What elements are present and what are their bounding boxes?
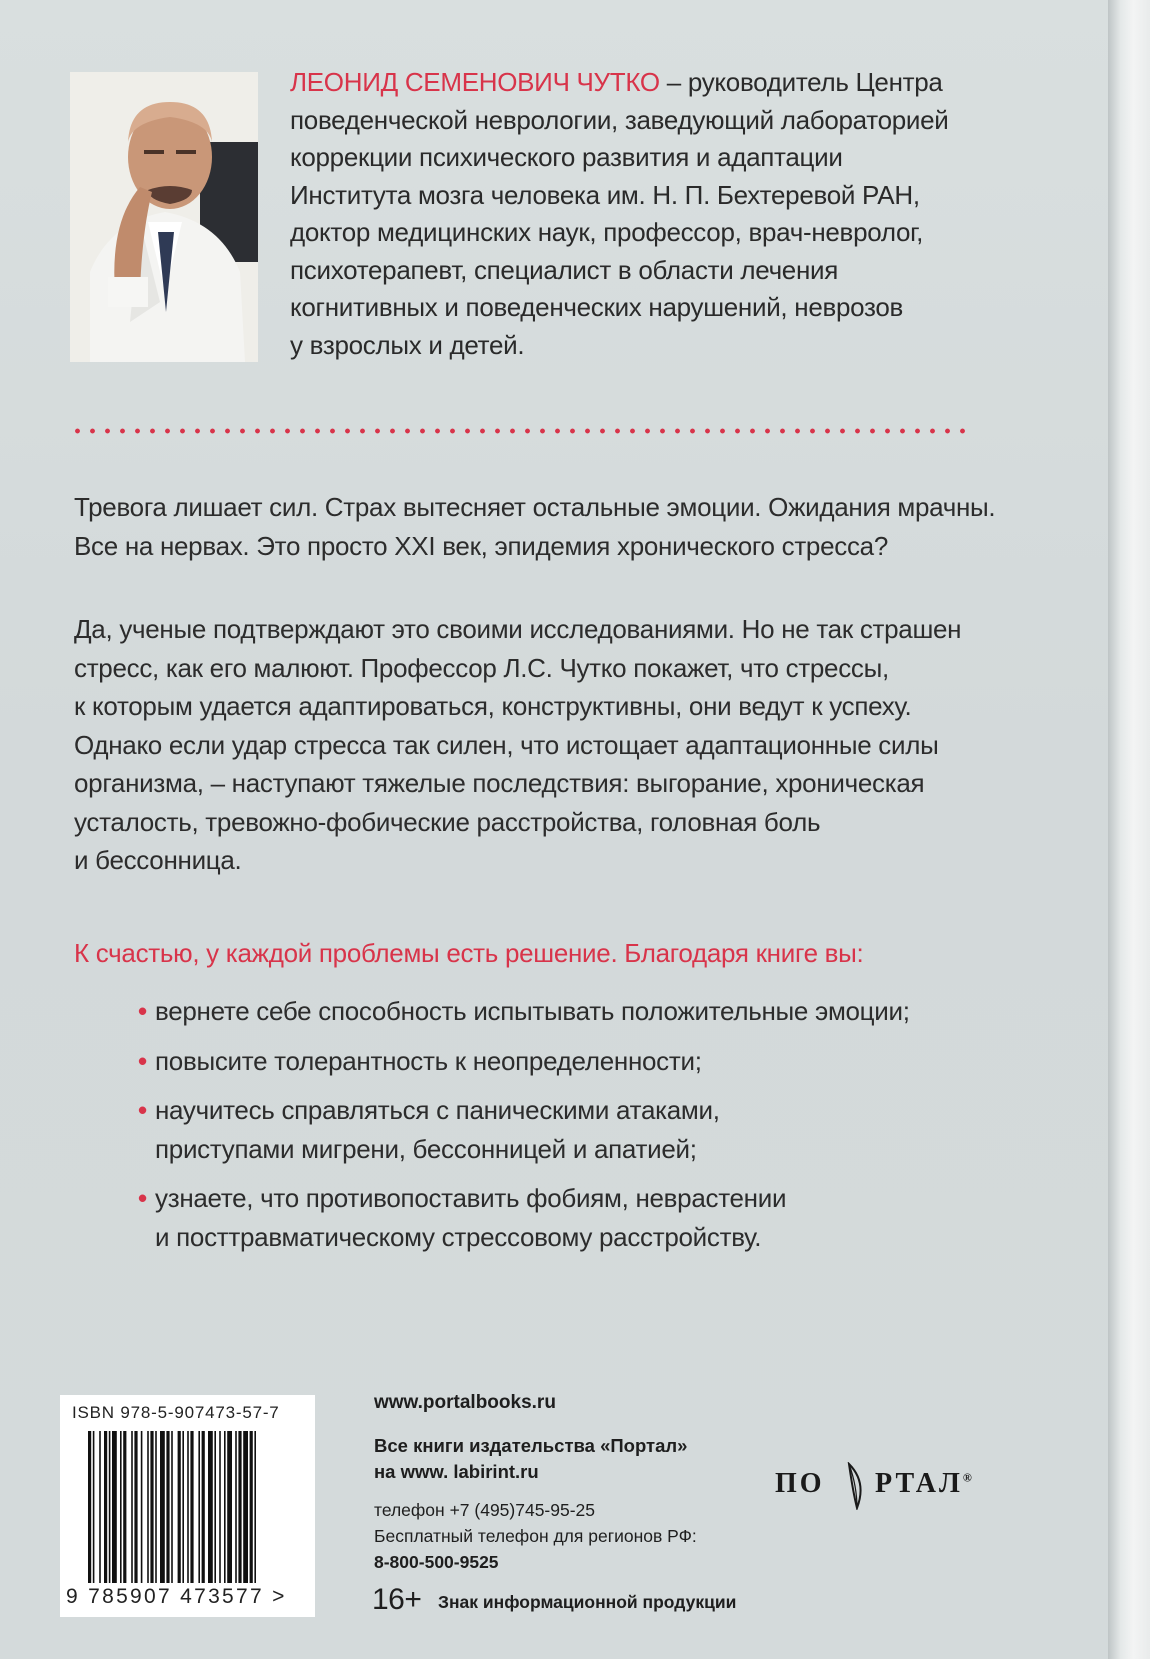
dotted-divider bbox=[70, 428, 972, 434]
barcode-bar bbox=[238, 1431, 241, 1583]
text-line: Тревога лишает сил. Страх вытесняет остальные эмоции. Ожидания мрачны. bbox=[74, 492, 996, 522]
barcode-bar bbox=[171, 1431, 173, 1583]
barcode-bar bbox=[178, 1431, 181, 1583]
text-line: Однако если удар стресса так силен, что истощает адаптационные силы bbox=[74, 729, 939, 760]
barcode-bar bbox=[99, 1431, 101, 1583]
bullet-icon: • bbox=[138, 1095, 147, 1125]
list-item-text: приступами мигрени, бессонницей и апатией; bbox=[155, 1133, 697, 1164]
lead-sentence: К счастью, у каждой проблемы есть решение. Благодаря книге вы: bbox=[74, 938, 864, 968]
isbn-label: ISBN 978-5-907473-57-7 bbox=[72, 1403, 280, 1422]
barcode-bar bbox=[166, 1431, 169, 1583]
barcode-bar bbox=[219, 1431, 221, 1583]
list-item-text: узнаете, что противопоставить фобиям, неврастении bbox=[155, 1183, 787, 1213]
barcode-bar bbox=[112, 1431, 117, 1583]
text-line: Да, ученые подтверждают это своими исследованиями. Но не так страшен bbox=[74, 614, 962, 644]
bio-line: доктор медицинских наук, профессор, врач-невролог, bbox=[290, 217, 924, 247]
barcode-bar bbox=[123, 1431, 126, 1583]
bullet-icon: • bbox=[138, 1183, 147, 1213]
text-line: усталость, тревожно-фобические расстройства, головная боль bbox=[74, 806, 821, 837]
barcode-bar bbox=[150, 1431, 153, 1583]
bio-text: – руководитель Центра bbox=[659, 67, 943, 97]
logo-right bbox=[875, 1468, 975, 1500]
list-item bbox=[138, 1042, 998, 1081]
bullet-icon: • bbox=[138, 1045, 147, 1076]
list-item-text: и посттравматическому стрессовому расстройству. bbox=[155, 1221, 762, 1252]
barcode-icon bbox=[88, 1431, 303, 1583]
list-item bbox=[138, 1091, 998, 1168]
logo-left: ПО bbox=[775, 1468, 825, 1499]
text-line: организма, – наступают тяжелые последствия: выгорание, хроническая bbox=[74, 768, 925, 798]
author-bio bbox=[290, 64, 990, 364]
barcode-bar bbox=[131, 1431, 133, 1583]
all-books-line: Все книги издательства «Портал» bbox=[374, 1435, 688, 1456]
age-rating: 16+ bbox=[372, 1583, 422, 1616]
text-line: стресс, как его малюют. Профессор Л.С. Чутко покажет, что стрессы, bbox=[74, 652, 889, 683]
bio-line: коррекции психического развития и адаптации bbox=[290, 142, 843, 172]
author-name: ЛЕОНИД СЕМЕНОВИЧ ЧУТКО bbox=[290, 67, 660, 97]
publisher-info bbox=[374, 1390, 794, 1575]
phone: телефон +7 (495)745-95-25 bbox=[374, 1500, 596, 1520]
barcode-bar bbox=[141, 1431, 143, 1583]
bio-line: Института мозга человека им. Н. П. Бехтеревой РАН, bbox=[290, 179, 920, 210]
barcode-bar bbox=[147, 1431, 149, 1583]
barcode-number: 9 785907 473577 > bbox=[66, 1585, 287, 1608]
barcode-block bbox=[60, 1395, 315, 1617]
barcode-bar bbox=[109, 1431, 111, 1583]
barcode-bar bbox=[198, 1431, 200, 1583]
barcode-bar bbox=[202, 1431, 205, 1583]
barcode-bar bbox=[93, 1431, 95, 1583]
barcode-bar bbox=[208, 1431, 213, 1583]
author-photo bbox=[70, 72, 258, 362]
text-line: к которым удается адаптироваться, конструктивны, они ведут к успеху. bbox=[74, 691, 912, 721]
benefits-list bbox=[138, 992, 998, 1267]
barcode-bar bbox=[254, 1431, 256, 1583]
barcode-bar bbox=[160, 1431, 165, 1583]
barcode-bar bbox=[187, 1431, 189, 1583]
barcode-bar bbox=[243, 1431, 248, 1583]
description-paragraph bbox=[74, 610, 1014, 880]
barcode-bar bbox=[235, 1431, 237, 1583]
barcode-bar bbox=[214, 1431, 216, 1583]
free-phone: 8-800-500-9525 bbox=[374, 1552, 499, 1572]
barcode-bar bbox=[120, 1431, 122, 1583]
bio-line: психотерапевт, специалист в области лечения bbox=[290, 254, 839, 285]
barcode-bar bbox=[155, 1431, 157, 1583]
publisher-url[interactable]: www.portalbooks.ru bbox=[374, 1392, 556, 1413]
book-leaf-icon bbox=[843, 1462, 871, 1510]
barcode-bar bbox=[104, 1431, 107, 1583]
text-line: и бессонница. bbox=[74, 845, 242, 875]
list-item-text: повысите толерантность к неопределенности; bbox=[155, 1045, 702, 1076]
list-item-text: научитесь справляться с паническими атаками, bbox=[155, 1095, 720, 1125]
barcode-bar bbox=[182, 1431, 184, 1583]
book-edge bbox=[1108, 0, 1150, 1659]
registered-mark: ® bbox=[962, 1470, 975, 1485]
list-item bbox=[138, 992, 998, 1031]
barcode-bar bbox=[88, 1431, 91, 1583]
barcode-bar bbox=[190, 1431, 193, 1583]
barcode-bar bbox=[250, 1431, 253, 1583]
barcode-bar bbox=[134, 1431, 137, 1583]
labirint-link[interactable]: на www. labirint.ru bbox=[374, 1461, 539, 1482]
list-item bbox=[138, 1179, 998, 1256]
logo-right-text: РТАЛ bbox=[875, 1468, 963, 1499]
free-phone-label: Бесплатный телефон для регионов РФ: bbox=[374, 1526, 697, 1546]
intro-paragraph bbox=[74, 488, 1014, 565]
list-item-text: вернете себе способность испытывать положительные эмоции; bbox=[155, 996, 910, 1026]
barcode-bar bbox=[224, 1431, 226, 1583]
publisher-logo bbox=[775, 1462, 985, 1512]
text-line: Все на нервах. Это просто XXI век, эпидемия хронического стресса? bbox=[74, 530, 888, 561]
bio-line: у взрослых и детей. bbox=[290, 329, 525, 360]
bio-line bbox=[290, 64, 990, 102]
bio-line: когнитивных и поведенческих нарушений, неврозов bbox=[290, 292, 904, 322]
barcode-bar bbox=[227, 1431, 232, 1583]
bullet-icon: • bbox=[138, 996, 147, 1026]
bio-line: поведенческой неврологии, заведующий лабораторией bbox=[290, 104, 949, 135]
age-rating-label: Знак информационной продукции bbox=[438, 1592, 737, 1612]
